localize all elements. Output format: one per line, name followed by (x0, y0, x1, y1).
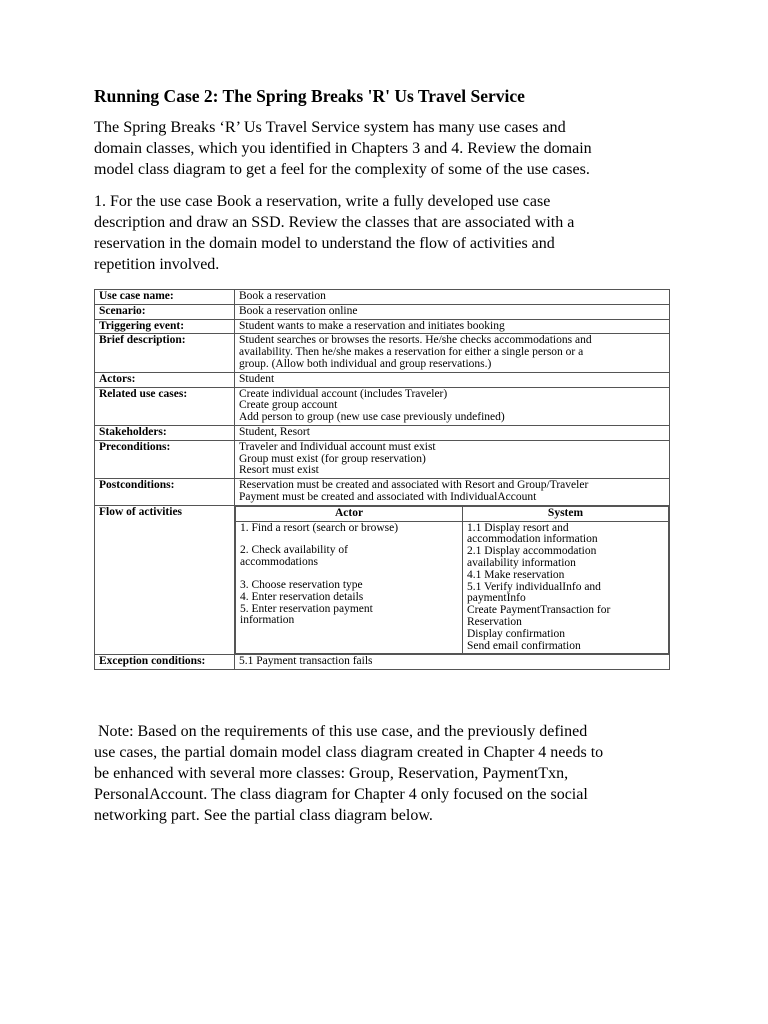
actor-header: Actor (236, 506, 463, 521)
intro-line: domain classes, which you identified in Chapters 3 and 4. Review the domain (94, 140, 592, 157)
system-step-line: Send email confirmation (467, 639, 581, 652)
table-row (95, 372, 670, 387)
system-step-line: availability information (467, 556, 576, 569)
row-value-line: Payment must be created and associated with IndividualAccount (239, 490, 537, 503)
system-step-line: accommodation information (467, 533, 598, 546)
table-row (95, 479, 670, 506)
actor-step-line: 2. Check availability of (240, 544, 348, 557)
row-value (235, 304, 670, 319)
row-value-line: Traveler and Individual account must exist (239, 440, 436, 453)
table-row (95, 655, 670, 670)
row-label: Stakeholders: (95, 425, 235, 440)
row-label: Scenario: (95, 304, 235, 319)
row-label: Triggering event: (95, 319, 235, 334)
row-label: Actors: (95, 372, 235, 387)
intro-line: The Spring Breaks ‘R’ Us Travel Service system has many use cases and (94, 118, 566, 136)
row-value-line: Group must exist (for group reservation) (239, 452, 426, 465)
note-line: use cases, the partial domain model class diagram created in Chapter 4 needs to (94, 744, 604, 761)
row-value-line: group. (Allow both individual and group reservations.) (239, 357, 492, 370)
row-value (235, 655, 670, 670)
row-value-line: Book a reservation online (239, 304, 358, 317)
task-line: repetition involved. (94, 256, 220, 273)
flow-header-row (236, 506, 669, 521)
note-line: networking part. See the partial class diagram below. (94, 807, 433, 824)
row-value-line: availability. Then he/she makes a reservation for either a single person or a (239, 346, 584, 359)
flow-cell (235, 505, 670, 655)
system-step-line: 2.1 Display accommodation (467, 545, 597, 558)
row-value-line: Student wants to make a reservation and initiates booking (239, 319, 505, 332)
row-value-line: Student, Resort (239, 425, 310, 438)
task-line: reservation in the domain model to understand the flow of activities and (94, 235, 555, 252)
task-paragraph (94, 191, 684, 275)
row-value-line: Resort must exist (239, 464, 319, 477)
row-value-line: 5.1 Payment transaction fails (239, 655, 373, 668)
row-value (235, 425, 670, 440)
table-row (95, 387, 670, 425)
note-paragraph (94, 721, 684, 826)
row-value-line: Create individual account (includes Traveler) (239, 387, 448, 400)
flow-body-row (236, 521, 669, 654)
system-step-line: 1.1 Display resort and (467, 521, 569, 534)
table-row (95, 304, 670, 319)
document-title: Running Case 2: The Spring Breaks 'R' Us Travel Service (94, 86, 525, 106)
row-value (235, 319, 670, 334)
row-value (235, 290, 670, 305)
row-value-line: Reservation must be created and associated with Resort and Group/Traveler (239, 479, 589, 492)
row-value (235, 372, 670, 387)
actor-step-line: 4. Enter reservation details (240, 590, 364, 603)
actor-step-line: 1. Find a resort (search or browse) (240, 521, 399, 534)
row-value-line: Student (239, 372, 275, 385)
system-step-line: Reservation (467, 615, 522, 628)
intro-line: model class diagram to get a feel for the complexity of some of the use cases. (94, 161, 590, 178)
row-label: Brief description: (95, 334, 235, 372)
table-row (95, 290, 670, 305)
system-step-line: 4.1 Make reservation (467, 568, 565, 581)
system-step-line: Display confirmation (467, 627, 566, 640)
table-row (95, 440, 670, 478)
system-step-line: Create PaymentTransaction for (467, 604, 611, 617)
task-line: 1. For the use case Book a reservation, write a fully developed use case (94, 193, 551, 210)
table-row (95, 319, 670, 334)
note-line: be enhanced with several more classes: Group, Reservation, PaymentTxn, (94, 765, 569, 782)
intro-paragraph (94, 117, 684, 180)
actor-step-line: 3. Choose reservation type (240, 578, 363, 591)
use-case-table (94, 289, 670, 670)
row-value-line: Book a reservation (239, 290, 326, 302)
task-line: description and draw an SSD. Review the classes that are associated with a (94, 214, 575, 231)
row-label: Use case name: (95, 290, 235, 305)
system-step-line: 5.1 Verify individualInfo and (467, 580, 601, 593)
actor-step-line: accommodations (240, 556, 318, 569)
row-label: Related use cases: (95, 387, 235, 425)
actor-steps (236, 521, 463, 654)
system-header: System (463, 506, 669, 521)
actor-step-line: 5. Enter reservation payment (240, 602, 373, 615)
row-value (235, 440, 670, 478)
row-label: Postconditions: (95, 479, 235, 506)
table-row (95, 334, 670, 372)
note-line: PersonalAccount. The class diagram for Chapter 4 only focused on the social (94, 786, 588, 803)
flow-row (95, 505, 670, 655)
system-steps (463, 521, 669, 654)
row-label: Exception conditions: (95, 655, 235, 670)
row-value (235, 387, 670, 425)
row-value-line: Create group account (239, 399, 338, 412)
actor-step-line: information (240, 614, 295, 627)
note-line: Note: Based on the requirements of this use case, and the previously defined (94, 723, 588, 740)
system-step-line: paymentInfo (467, 592, 526, 605)
table-row (95, 425, 670, 440)
row-value (235, 479, 670, 506)
row-label: Flow of activities (95, 505, 235, 655)
row-value (235, 334, 670, 372)
row-label: Preconditions: (95, 440, 235, 478)
row-value-line: Student searches or browses the resorts. He/she checks accommodations and (239, 334, 592, 347)
row-value-line: Add person to group (new use case previously undefined) (239, 411, 505, 424)
flow-table (235, 506, 669, 655)
